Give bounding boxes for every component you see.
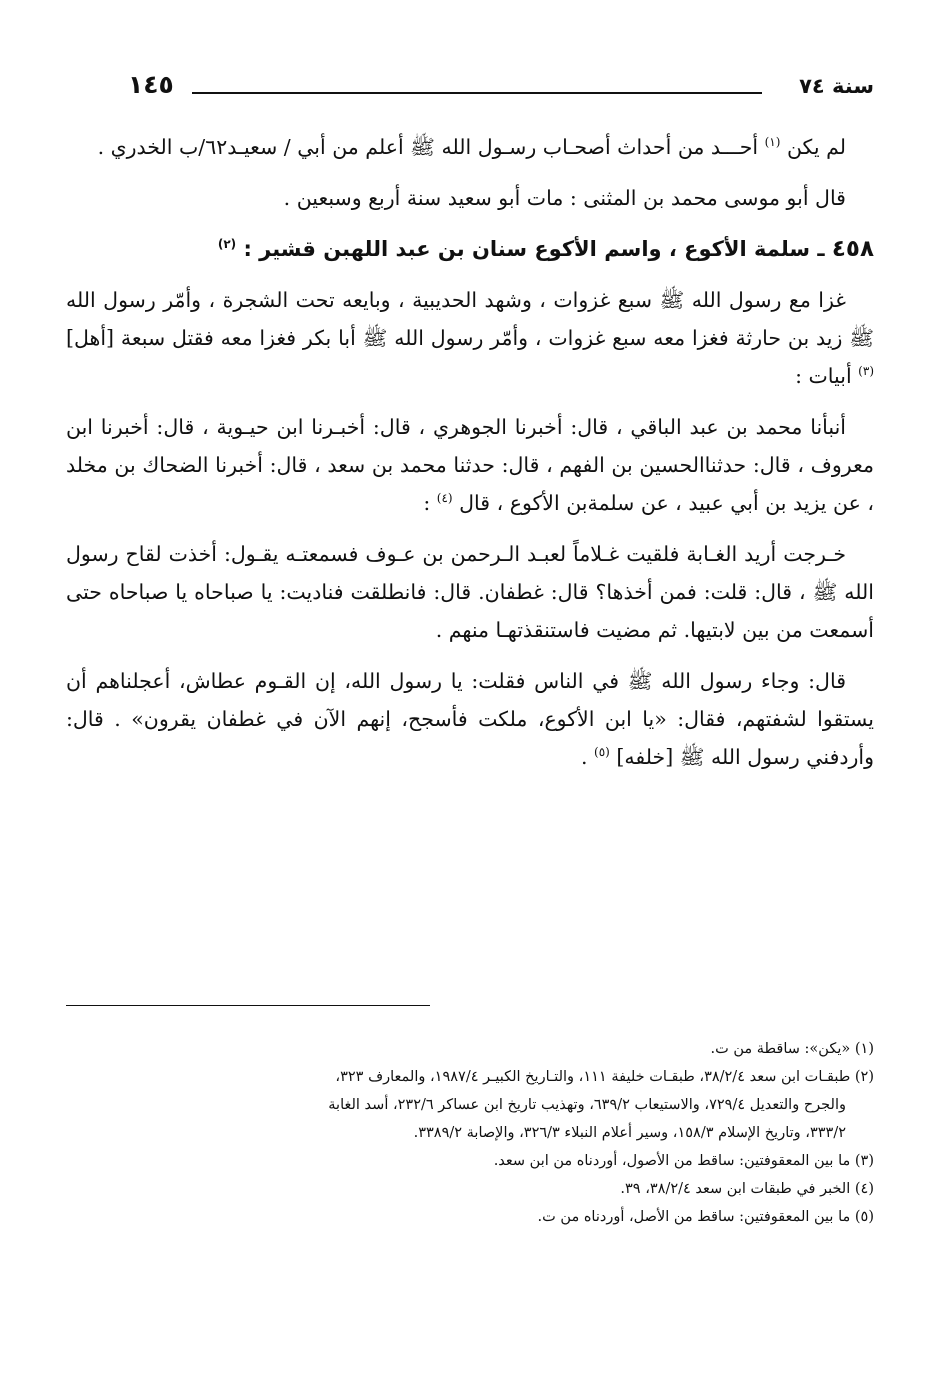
- paragraph-1-text-b: أحـــد من أحداث أصحـاب رسـول الله ﷺ أعلم من أبي / سعيـد٦٢/ب الخدري .: [97, 135, 759, 159]
- entry-number: ٤٥٨: [831, 236, 874, 262]
- footnote-ref-3[interactable]: (٣): [858, 364, 874, 379]
- footnote-1: (١) «يكن»: ساقطة من ت.: [710, 1041, 874, 1057]
- footnote-2-cont-2: ٣٣٣/٢، وتاريخ الإسلام ١٥٨/٣، وسير أعلام النبلاء ٣٢٦/٣، والإصابة ٣٣٨٩/٢.: [413, 1125, 846, 1141]
- page-number: ١٤٥: [128, 70, 174, 99]
- footnote-4: (٤) الخبر في طبقات ابن سعد ٣٨/٢/٤، ٣٩.: [620, 1181, 874, 1197]
- paragraph-3-text-b: أبيات :: [795, 364, 852, 388]
- footnote-ref-1[interactable]: (١): [764, 135, 781, 150]
- paragraph-5: [66, 535, 874, 649]
- footnote-ref-4[interactable]: (٤): [436, 491, 453, 506]
- paragraph-2: [66, 179, 874, 217]
- paragraph-6: [66, 662, 874, 776]
- entry-title: ـ سلمة الأكوع ، واسم الأكوع سنان بن عبد اللهبن قشير :: [243, 237, 825, 261]
- running-header: [128, 70, 874, 106]
- footnote-separator: [66, 1005, 430, 1006]
- footnote-ref-5[interactable]: (٥): [594, 745, 610, 760]
- footnote-3: (٣) ما بين المعقوفتين: ساقط من الأصول، أوردناه من ابن سعد.: [493, 1153, 874, 1169]
- main-text: [66, 128, 874, 789]
- paragraph-2-text: قال أبو موسى محمد بن المثنى : مات أبو سعيد سنة أربع وسبعين .: [283, 186, 846, 210]
- paragraph-3: [66, 281, 874, 395]
- paragraph-6-text-a: قال: وجاء رسول الله ﷺ في الناس فقلت: يا رسول الله، إن القـوم عطاش، أعجلناهم أن يستقوا لشفتهم، فقال: «يا ابن الأكوع، ملكت فأسجح، إنهم الآن في غطفان يقرون» . قال: وأردفني رسول الله ﷺ [خلفه]: [66, 669, 874, 769]
- footnote-2-cont-1: والجرح والتعديل ٧٢٩/٤، والاستيعاب ٦٣٩/٢، وتهذيب تاريخ ابن عساكر ٢٣٢/٦، أسد الغابة: [328, 1097, 846, 1113]
- entry-heading: [66, 230, 874, 268]
- paragraph-1-text-a: لم يكن: [786, 135, 846, 159]
- paragraph-4-text-a: أنبأنا محمد بن عبد الباقي ، قال: أخبرنا الجوهري ، قال: أخبـرنا ابن حيـوية ، قال: أخبرنا ابن معروف ، قال: حدثناالحسين بن الفهم ، قال: حدثنا محمد بن سعد ، قال: أخبرنا الضحاك بن مخلد ، عن يزيد بن أبي عبيد ، عن سلمةبن الأكوع ، قال: [66, 415, 874, 515]
- header-year: سنة ٧٤: [799, 74, 874, 98]
- footnote-5: (٥) ما بين المعقوفتين: ساقط من الأصل، أوردناه من ت.: [537, 1209, 874, 1225]
- paragraph-1: [66, 128, 874, 166]
- paragraph-5-text: خـرجت أريد الغـابة فلقيت غـلاماً لعبـد الـرحمن بن عـوف فسمعتـه يقـول: أخذت لقاح رسول الله ﷺ ، قال: قلت: فمن أخذها؟ قال: غطفان. قال: فانطلقت فناديت: يا صباحاه يا صباحاه حتى أسمعت من بين لابتيها. ثم مضيت فاستنقذتهـا منهم .: [66, 542, 874, 642]
- paragraph-4-text-b: :: [423, 491, 431, 515]
- footnotes: [66, 1035, 874, 1231]
- paragraph-6-text-b: .: [580, 745, 588, 769]
- footnote-2: (٢) طبقـات ابن سعد ٣٨/٢/٤، طبقـات خليفة ١١١، والتـاريخ الكبيـر ١٩٨٧/٤، والمعارف ٣٢٣،: [335, 1069, 874, 1085]
- header-rule: [192, 92, 762, 94]
- paragraph-3-text-a: غزا مع رسول الله ﷺ سبع غزوات ، وشهد الحديبية ، وبايعه تحت الشجرة ، وأمّر رسول الله ﷺ زيد بن حارثة فغزا معه سبع غزوات ، وأمّر رسول الله ﷺ أبا بكر فغزا معه فقتل سبعة [أهل]: [66, 288, 874, 350]
- paragraph-4: [66, 408, 874, 522]
- footnote-ref-2[interactable]: (٢): [217, 237, 237, 251]
